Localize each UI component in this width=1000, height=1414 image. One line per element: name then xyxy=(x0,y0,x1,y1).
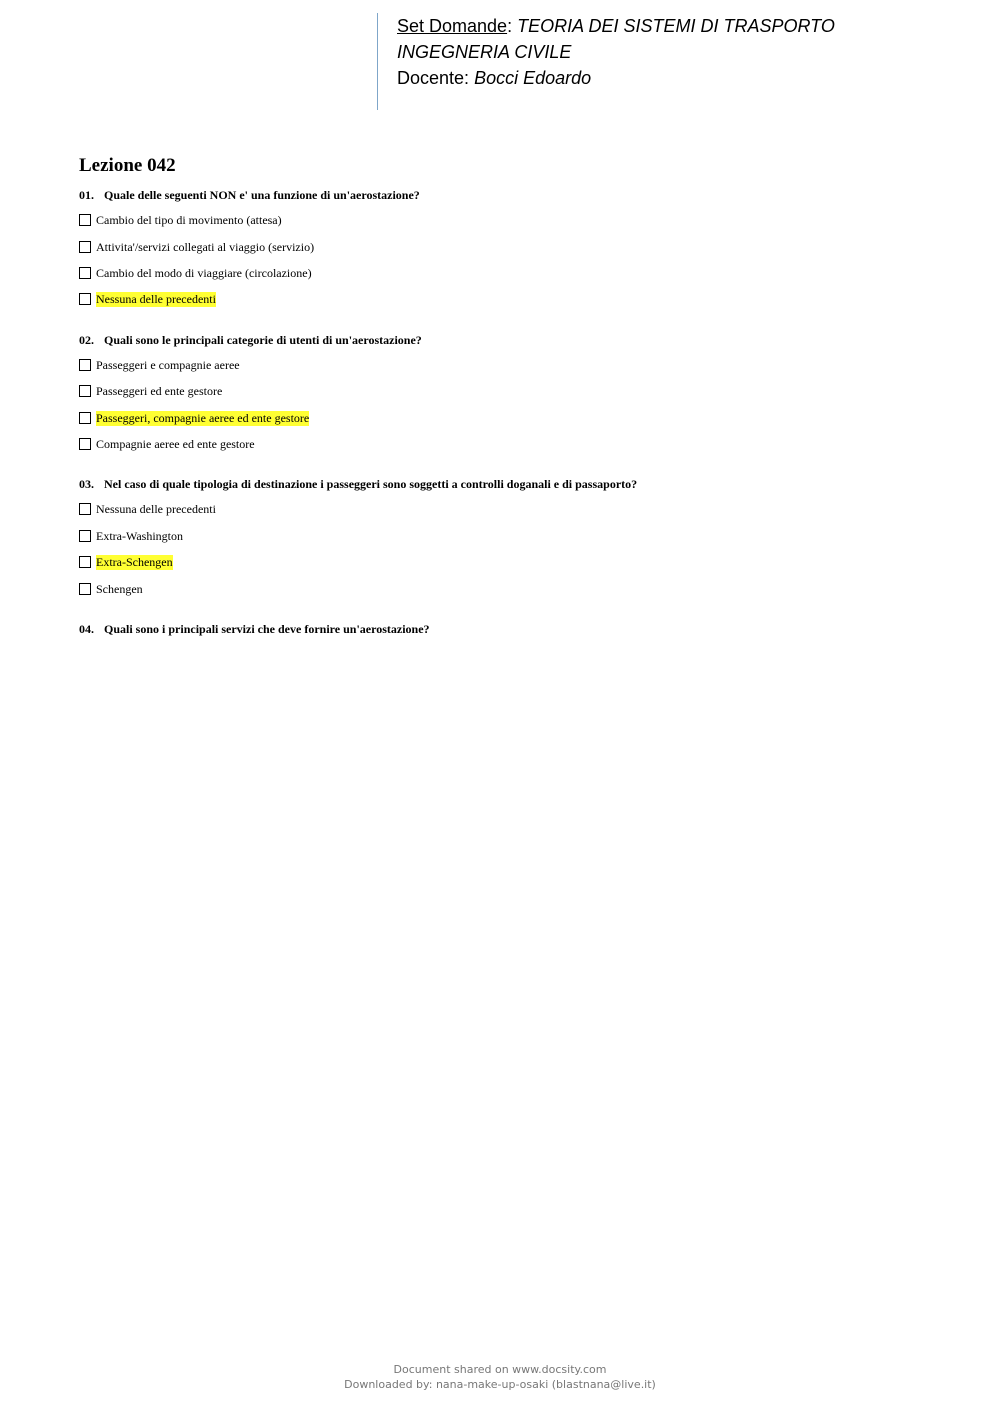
answer-text: Attivita'/servizi collegati al viaggio (servizio) xyxy=(96,239,315,254)
checkbox[interactable] xyxy=(79,214,91,226)
checkbox[interactable] xyxy=(79,438,91,450)
answer-text-highlighted: Extra-Schengen xyxy=(96,554,173,569)
question-number: 03. xyxy=(79,477,94,491)
lesson-title: Lezione 042 xyxy=(79,155,176,176)
course-name: TEORIA DEI SISTEMI DI TRASPORTO xyxy=(517,16,835,36)
answer-text: Compagnie aeree ed ente gestore xyxy=(96,436,255,451)
answer-option-correct[interactable] xyxy=(79,291,216,307)
footer-downloaded: Downloaded by: nana-make-up-osaki (blastnana@live.it) xyxy=(344,1378,656,1391)
teacher-label: Docente: xyxy=(397,68,470,88)
answer-option[interactable] xyxy=(79,357,240,373)
header-line-teacher xyxy=(397,65,835,91)
question-number: 02. xyxy=(79,333,94,347)
checkbox[interactable] xyxy=(79,359,91,371)
answer-option[interactable] xyxy=(79,265,312,281)
answer-option[interactable] xyxy=(79,212,282,228)
answer-text-highlighted: Passeggeri, compagnie aeree ed ente gestore xyxy=(96,410,310,425)
answer-option[interactable] xyxy=(79,528,183,544)
question-text: Nel caso di quale tipologia di destinazione i passeggeri sono soggetti a controlli doganali e di passaporto? xyxy=(104,477,638,491)
question-text: Quali sono le principali categorie di utenti di un'aerostazione? xyxy=(104,333,422,347)
document-header xyxy=(377,13,835,110)
question-03 xyxy=(79,477,637,492)
checkbox[interactable] xyxy=(79,267,91,279)
footer-shared: Document shared on www.docsity.com xyxy=(393,1363,607,1376)
checkbox[interactable] xyxy=(79,583,91,595)
checkbox[interactable] xyxy=(79,385,91,397)
answer-option[interactable] xyxy=(79,239,314,255)
question-number: 01. xyxy=(79,188,94,202)
faculty-name: INGEGNERIA CIVILE xyxy=(397,42,572,62)
question-text: Quali sono i principali servizi che deve fornire un'aerostazione? xyxy=(104,622,430,636)
question-text: Quale delle seguenti NON e' una funzione di un'aerostazione? xyxy=(104,188,420,202)
answer-option[interactable] xyxy=(79,436,255,452)
set-label: Set Domande xyxy=(397,16,508,36)
answer-text: Cambio del modo di viaggiare (circolazione) xyxy=(96,265,312,280)
answer-option-correct[interactable] xyxy=(79,554,173,570)
answer-text: Passeggeri e compagnie aeree xyxy=(96,357,240,372)
answer-text: Schengen xyxy=(96,581,143,596)
question-02 xyxy=(79,333,422,348)
checkbox[interactable] xyxy=(79,293,91,305)
answer-text: Cambio del tipo di movimento (attesa) xyxy=(96,212,282,227)
checkbox[interactable] xyxy=(79,241,91,253)
answer-text: Nessuna delle precedenti xyxy=(96,501,216,516)
question-04 xyxy=(79,622,430,637)
answer-option[interactable] xyxy=(79,383,222,399)
question-01 xyxy=(79,188,420,203)
checkbox[interactable] xyxy=(79,503,91,515)
answer-option-correct[interactable] xyxy=(79,410,309,426)
answer-option[interactable] xyxy=(79,581,143,597)
answer-option[interactable] xyxy=(79,501,216,517)
question-number: 04. xyxy=(79,622,94,636)
checkbox[interactable] xyxy=(79,530,91,542)
answer-text: Extra-Washington xyxy=(96,528,184,543)
checkbox[interactable] xyxy=(79,556,91,568)
answer-text-highlighted: Nessuna delle precedenti xyxy=(96,291,216,306)
footer xyxy=(0,1362,1000,1392)
set-separator: : xyxy=(507,16,513,36)
answer-text: Passeggeri ed ente gestore xyxy=(96,383,223,398)
teacher-name: Bocci Edoardo xyxy=(474,68,592,88)
header-line-course xyxy=(397,13,835,39)
checkbox[interactable] xyxy=(79,412,91,424)
